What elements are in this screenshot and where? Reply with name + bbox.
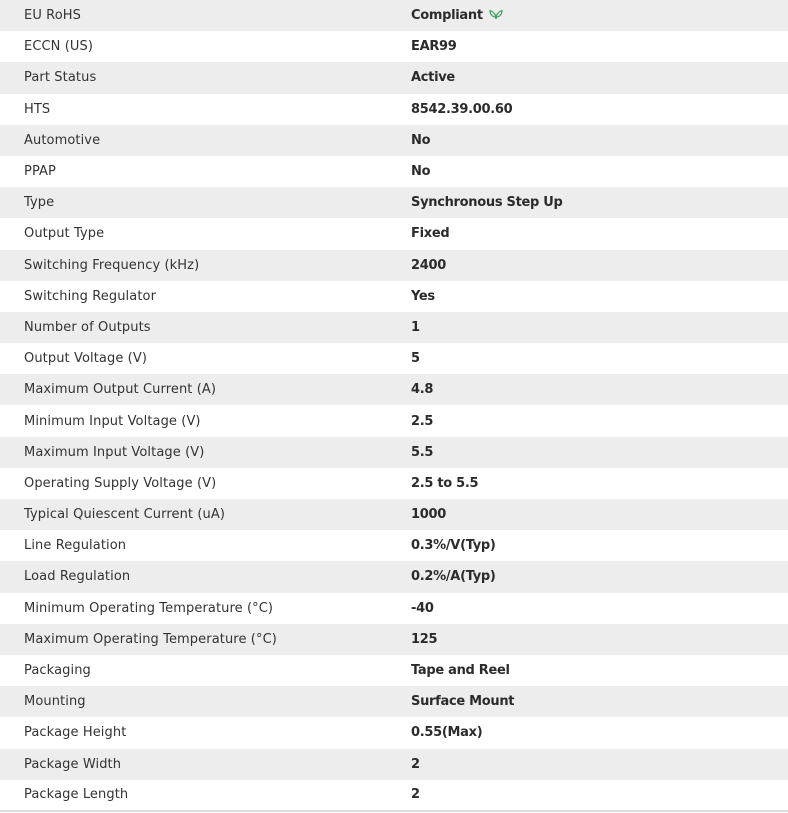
- table-row: [0, 343, 788, 374]
- table-row: [0, 31, 788, 62]
- spec-value: Active: [411, 70, 455, 86]
- spec-value: 2: [411, 787, 420, 803]
- spec-value: 5: [411, 351, 420, 367]
- spec-value: 2.5: [411, 413, 434, 429]
- spec-value: Fixed: [411, 226, 450, 242]
- table-row: [0, 686, 788, 717]
- table-row: [0, 468, 788, 499]
- table-row: [0, 125, 788, 156]
- spec-value: Synchronous Step Up: [411, 195, 563, 211]
- table-row: [0, 250, 788, 281]
- spec-label: Type: [24, 195, 55, 211]
- table-row: [0, 374, 788, 405]
- spec-value: Yes: [411, 288, 435, 304]
- spec-value: 0.2%/A(Typ): [411, 569, 496, 585]
- spec-value: 5.5: [411, 444, 434, 460]
- spec-value: 2400: [411, 257, 446, 273]
- spec-label: Part Status: [24, 70, 97, 86]
- spec-label: HTS: [24, 101, 51, 117]
- spec-label: Load Regulation: [24, 569, 131, 585]
- spec-value: Tape and Reel: [411, 663, 510, 679]
- table-row: [0, 0, 788, 31]
- spec-label: ECCN (US): [24, 39, 94, 55]
- table-row: [0, 593, 788, 624]
- table-row: [0, 780, 788, 811]
- spec-value: 0.3%/V(Typ): [411, 538, 496, 554]
- spec-label: PPAP: [24, 164, 56, 180]
- spec-label: Minimum Input Voltage (V): [24, 413, 201, 429]
- table-row: [0, 624, 788, 655]
- spec-label: Maximum Input Voltage (V): [24, 444, 205, 460]
- spec-label: Output Type: [24, 226, 105, 242]
- table-row: [0, 405, 788, 436]
- spec-value: 2.5 to 5.5: [411, 475, 479, 491]
- spec-label: Number of Outputs: [24, 319, 151, 335]
- spec-label: Maximum Output Current (A): [24, 382, 217, 398]
- spec-label: Maximum Operating Temperature (°C): [24, 631, 277, 647]
- spec-value: 125: [411, 631, 438, 647]
- spec-value: 2: [411, 756, 420, 772]
- table-row: [0, 530, 788, 561]
- table-row: [0, 749, 788, 780]
- spec-value: 4.8: [411, 382, 434, 398]
- spec-label: Typical Quiescent Current (uA): [24, 507, 226, 523]
- spec-value: -40: [411, 600, 434, 616]
- table-row: [0, 561, 788, 592]
- spec-value: No: [411, 164, 431, 180]
- spec-value: 1: [411, 319, 420, 335]
- table-row: [0, 655, 788, 686]
- spec-value: Surface Mount: [411, 694, 515, 710]
- spec-label: EU RoHS: [24, 8, 81, 24]
- table-row: [0, 62, 788, 93]
- spec-label: Switching Regulator: [24, 288, 157, 304]
- table-row: [0, 717, 788, 748]
- spec-value: 8542.39.00.60: [411, 101, 513, 117]
- spec-label: Operating Supply Voltage (V): [24, 475, 217, 491]
- table-row: [0, 437, 788, 468]
- spec-value: EAR99: [411, 39, 457, 55]
- spec-label: Output Voltage (V): [24, 351, 148, 367]
- spec-label: Automotive: [24, 132, 101, 148]
- spec-value-cell: [411, 0, 788, 31]
- spec-label: Package Height: [24, 725, 127, 741]
- table-row: [0, 218, 788, 249]
- spec-label: Mounting: [24, 694, 86, 710]
- spec-label: Packaging: [24, 663, 91, 679]
- spec-label: Switching Frequency (kHz): [24, 257, 200, 273]
- table-row: [0, 312, 788, 343]
- table-row: [0, 281, 788, 312]
- spec-label: Minimum Operating Temperature (°C): [24, 600, 274, 616]
- spec-value: 0.55(Max): [411, 725, 483, 741]
- table-row: [0, 187, 788, 218]
- spec-label: Package Width: [24, 756, 122, 772]
- spec-value: No: [411, 132, 431, 148]
- spec-value: Compliant: [411, 8, 483, 24]
- table-row: [0, 499, 788, 530]
- table-row: [0, 94, 788, 125]
- spec-label: Line Regulation: [24, 538, 127, 554]
- spec-value: 1000: [411, 507, 446, 523]
- table-row: [0, 156, 788, 187]
- leaf-icon: [489, 9, 503, 20]
- spec-label: Package Length: [24, 787, 129, 803]
